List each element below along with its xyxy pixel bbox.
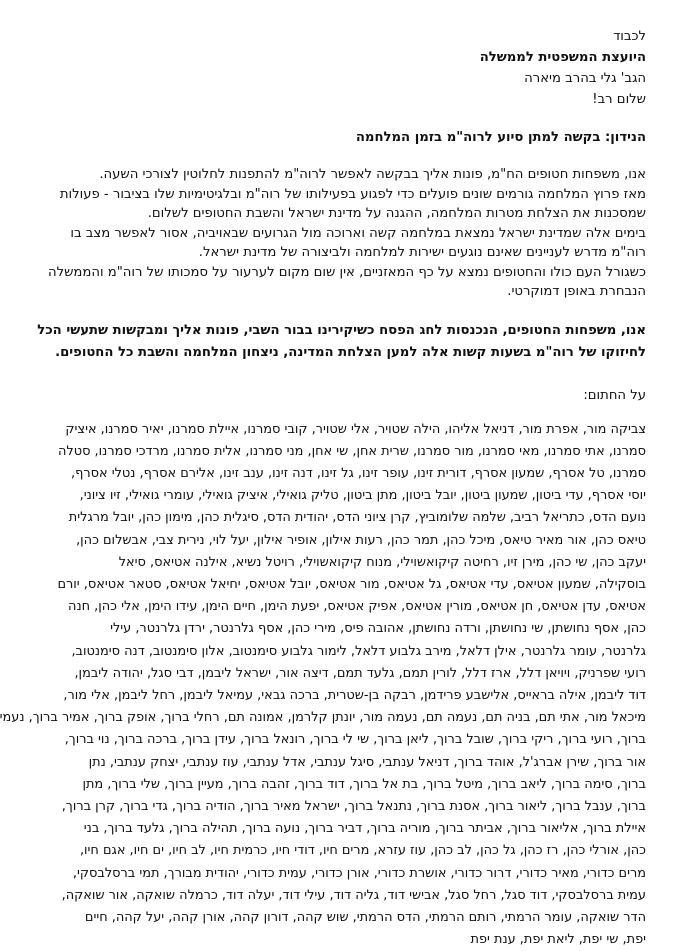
signatory-line: טיאס כהן, אור מאיר טיאס, מיכל כהן, תמר כהן, רעות אילון, אופיר אילון, יעל לוי, נירית צבי, אבשלום כהן,: [76, 532, 646, 548]
signatory-line: אטיאס, עדן אטיאס, חן אטיאס, מורין אטיאס, אפיק אטיאס, יפעת הימן, חיים הימן, עידו הימן, אלי כהן, חנה: [68, 599, 646, 615]
address-block: [30, 26, 646, 110]
signatory-line: מיכאל מור, אתי תם, בניה תם, נעמה תם, נעמה מור, יונתן קלרמן, אמונה תם, רחלי ברוך, אופק ברוך, אמיר ברוך, נעמי: [0, 710, 646, 726]
signatory-line: דוד ליבמן, אילה בראייס, אלישבע פרידמן, רבקה בן-שטרית, ברכה גבאי, עמיאל ליבמן, רחל ליבמן, אלי מור,: [63, 687, 646, 703]
signatory-line: ברוך, רועי ברוך, ריקי ברוך, שובל ברוך, ליאן ברוך, שי לי ברוך, רונאל ברוך, עידן ברוך, ברכה ברוך, נוי ברוך,: [64, 732, 646, 748]
signatory-line: סמרנו, טל אסרף, שמעון אסרף, דורית זינו, עופר זינו, גל זינו, דנה זינו, ענב זינו, אלירם אסרף, נטלי אסרף,: [71, 465, 646, 481]
body-line: כשגורל העם כולו והחטופים נמצא על כף המאזניים, אין שום מקום לערעור על סמכותו של רוה"מ והממשלה: [47, 264, 646, 280]
signatory-line: יוסי אסרף, עדי ביטון, שמעון ביטון, יובל ביטון, מתן ביטון, טליק גואילי, איציק גואילי, עומרי גואילי, זיו ציוני,: [79, 488, 646, 504]
signatory-line: עמית ברסלבסקי, דוד סגל, רחל סגל, אבישי דוד, גליה דוד, עילי דוד, יעלה דוד, כרמלה שואקה, אור שואקה,: [61, 887, 646, 903]
signatory-line: רועי שפרניק, ויויאן דלל, ארז דלל, לורין תמם, גלעד תמם, דיצה אור, ישראל ליבמן, דבי סגל, יהודה ליבמן,: [74, 665, 646, 681]
greeting: שלום רב!: [592, 92, 646, 107]
body-paragraph: [30, 165, 646, 302]
signatory-line: ברוך, סימה ברוך, ליאב ברוך, מיטל ברוך, בת אל ברוך, דוד ברוך, זהבה ברוך, מעיין ברוך, שלי ברוך, מתן: [82, 776, 646, 792]
signatory-line: יפת, שי יפת, ליאת יפת, ענת יפת: [470, 932, 646, 948]
signatory-line: צביקה מור, אפרת מור, דניאל אליהו, הילה שטויר, אלי שטויר, קובי סמרנו, איילת סמרנו, יאיר סמרנו, איציק: [65, 421, 646, 437]
signatory-line: נועם הדס, כתריאל רביב, שלמה שלומוביץ, קרן ציוני הדס, יהודית הדס, סיגלית כהן, מימון כהן, יובל מרגלית: [68, 510, 646, 526]
signatory-line: יעקב כהן, שי כהן, מירן זיו, רחיטה קיקואשוילי, מנוח קיקואשוילי, רויטל נשיא, אילנה אטיאס, סיאל: [118, 554, 646, 570]
signatory-line: גלרנטר, עומר גלרנטר, אילן דלאל, מירב גלבוע דלאל, לימור גלבוע סימנטוב, אלון סימנטוב, דנה סימנטוב,: [71, 643, 646, 659]
signatories-list: [0, 419, 646, 951]
signatory-line: בוסקילה, שמעון אטיאס, עדי אטיאס, גל אטיאס, מור אטיאס, יובל אטיאס, יחיאל אטיאס, סטאר אטיאס, יורם: [57, 576, 646, 592]
signatory-line: כהן, אורלי כהן, רז כהן, גל כהן, לב כהן, עוז עזרא, מרים חיו, דודי חיו, כרמית חיו, לב חיו, ים חיו, אגם חיו,: [79, 843, 646, 859]
bold-request-paragraph: [30, 320, 646, 364]
body-line: אנו, משפחות חטופים הח"מ, פונות אליך בבקשה לאפשר לרוה"מ להתפנות לחלוטין לצורכי השעה.: [99, 167, 646, 182]
address-line-name: הגב' גלי בהרב מיארה: [524, 71, 646, 86]
signatories-header: [30, 386, 646, 405]
subject-block: [30, 128, 646, 147]
body-line: הנבחרת באופן דמוקרטי.: [507, 284, 646, 299]
signatory-line: כהן, אסף נחושתן, שי נחושתן, ורדה נחושתן, אהובה פיס, מירי כהן, אסף גלרנטר, ירדן גלרנטר, עילי: [110, 621, 646, 637]
signatory-line: סמרנו, אתי סמרנו, מאי סמרנו, מור סמרנו, שרית אחן, שי אחן, מני סמרנו, אלית סמרנו, מרדכי סמרנו, סטלה: [57, 443, 646, 459]
body-line: שמסכנות את הצלחת מטרות המלחמה, ההגנה על מדינת ישראל והשבת החטופים לשלום.: [147, 206, 646, 221]
address-line-title: היועצת המשפטית לממשלה: [479, 50, 646, 65]
body-line: מאז פרוץ המלחמה גורמים שונים פועלים כדי לפגוע בפעילותו של רוה"מ ובלגיטימיות שלו בציבור - פעולות: [59, 186, 646, 202]
subject-line: הנידון: בקשה למתן סיוע לרוה"מ בזמן המלחמה: [355, 130, 646, 145]
signatory-line: מרים כדורי, מאיר כדורי, דרור כדורי, אושרת כדורי, אורן כדורי, עמית כדורי, יהודית מבורך, תמי ברסלבסקי,: [72, 865, 646, 881]
address-line-to: לכבוד: [613, 29, 646, 44]
signatories-label: על החתום:: [583, 387, 646, 403]
body-line: בימים אלה שמדינת ישראל נמצאת במלחמה קשה וארוכה מול הגרועים שבאויביה, אסור לאפשר מצב בו: [70, 225, 646, 241]
signatory-line: אור ברוך, שירן אברג'ל, אוהד ברוך, דניאל ענתבי, סיגל ענתבי, אדל ענתבי, עוז ענתבי, יצחק ענתבי, נתן: [88, 754, 646, 770]
body-line: רוה"מ מדרש לעניינים שאינם נוגעים ישירות למלחמה ולביצורה של מדינת ישראל.: [198, 245, 646, 260]
bold-request-line: אנו, משפחות החטופים, הנכנסות לחג הפסח כשיקירינו בבור השבי, פונות אליך ומבקשות שתעשי הכל: [37, 322, 646, 338]
bold-request-line: לחיזוקו של רוה"מ בשעות קשות אלה למען הצלחת המדינה, ניצחון המלחמה והשבת כל החטופים.: [55, 344, 646, 360]
signatory-line: הדר שואקה, עומר הרמתי, רותם הרמתי, הדס הרמתי, שוש קהה, דורון קהה, אורן קהה, יעל קהה, חיים: [84, 909, 646, 925]
signatory-line: ברוך, ענבל ברוך, ליאור ברוך, אסנת ברוך, נתנאל ברוך, ישראל מאיר ברוך, הודיה ברוך, גדי ברוך, קרן ברוך,: [61, 798, 646, 814]
signatory-line: איילת ברוך, אליאור ברוך, אביתר ברוך, מוריה ברוך, דביר ברוך, נועה ברוך, תהילה ברוך, גלעד ברוך, בני: [83, 821, 646, 837]
